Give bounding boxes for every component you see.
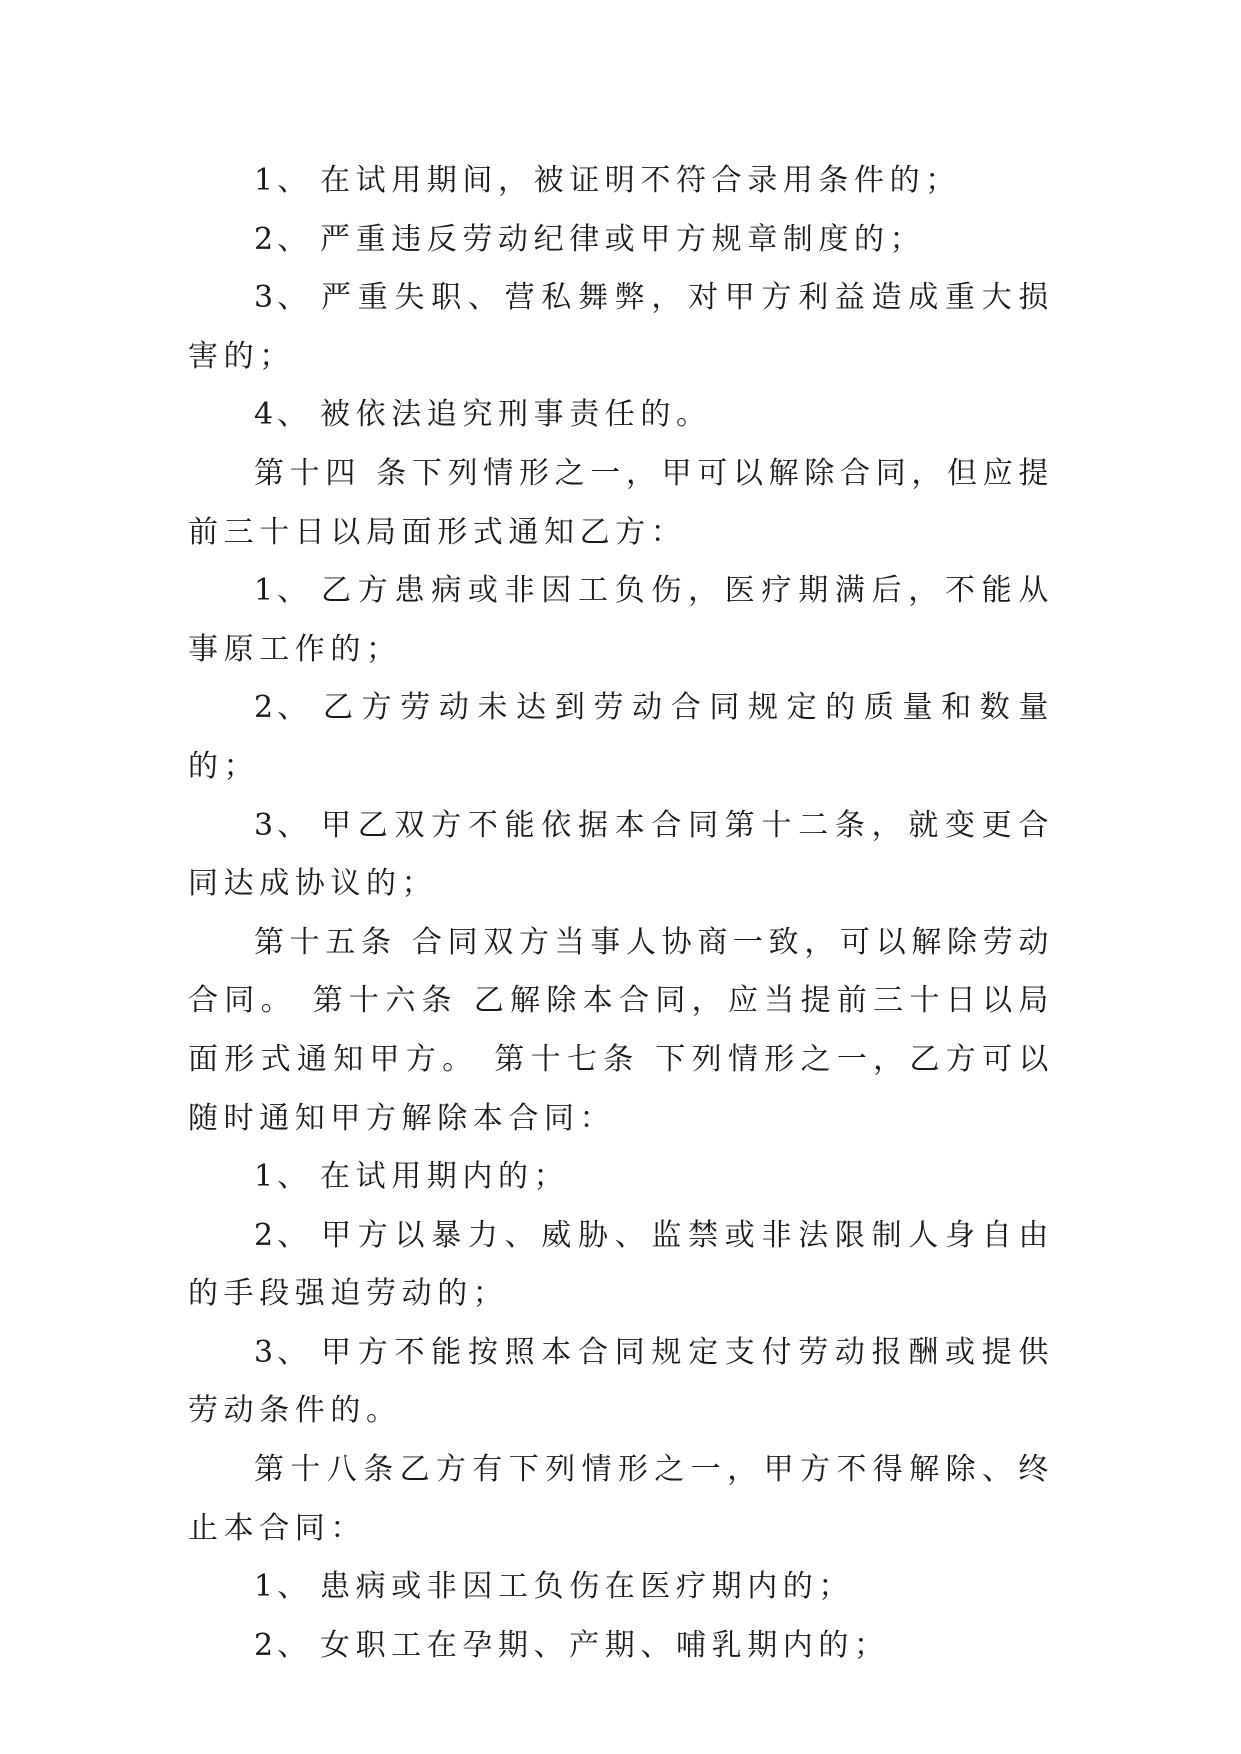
item-number: 1、 [254, 573, 312, 609]
clause-item [188, 1324, 1054, 1441]
item-number: 2、 [254, 1627, 312, 1663]
item-number: 2、 [254, 1217, 312, 1253]
clause-item [188, 152, 1054, 211]
item-text: 甲方不能按照本合同规定支付劳动报酬或提供劳动条件的。 [188, 1334, 1054, 1429]
item-number: 3、 [254, 807, 312, 843]
article-paragraph: 第十五条 合同双方当事人协商一致，可以解除劳动合同。 第十六条 乙解除本合同，应当提前三十日以局面形式通知甲方。 第十七条 下列情形之一，乙方可以随时通知甲方解除本合同： [188, 924, 1054, 1136]
clause-item [188, 269, 1054, 386]
item-number: 3、 [254, 280, 312, 316]
item-number: 2、 [254, 221, 312, 257]
clause-item [188, 1207, 1054, 1324]
item-text: 严重违反劳动纪律或甲方规章制度的； [320, 221, 926, 257]
item-text: 女职工在孕期、产期、哺乳期内的； [320, 1627, 890, 1663]
item-text: 在试用期间，被证明不符合录用条件的； [320, 163, 961, 198]
item-text: 乙方患病或非因工负伤，医疗期满后，不能从事原工作的； [188, 573, 1054, 667]
article-paragraph: 第十四 条下列情形之一，甲可以解除合同，但应提前三十日以局面形式通知乙方： [188, 455, 1054, 550]
item-number: 2、 [254, 690, 312, 726]
item-text: 甲方以暴力、威胁、监禁或非法限制人身自由的手段强迫劳动的； [188, 1217, 1054, 1312]
clause-item [188, 386, 1054, 445]
item-number: 3、 [254, 1334, 312, 1370]
item-text: 乙方劳动未达到劳动合同规定的质量和数量的； [188, 690, 1054, 784]
clause-item [188, 1558, 1054, 1617]
item-text: 严重失职、营私舞弊，对甲方利益造成重大损害的； [188, 280, 1054, 374]
item-number: 4、 [254, 397, 312, 433]
clause-item [188, 562, 1054, 679]
item-number: 1、 [254, 1569, 312, 1605]
item-number: 1、 [254, 1159, 312, 1195]
item-number: 1、 [254, 163, 312, 198]
clause-item [188, 1148, 1054, 1207]
clause-item [188, 679, 1054, 796]
clause-item [188, 211, 1054, 270]
item-text: 甲乙双方不能依据本合同第十二条，就变更合同达成协议的； [188, 807, 1054, 902]
item-text: 患病或非因工负伤在医疗期内的； [320, 1569, 854, 1605]
clause-item [188, 797, 1054, 914]
document-body [188, 152, 1054, 1675]
item-text: 被依法追究刑事责任的。 [320, 397, 712, 433]
item-text: 在试用期内的； [320, 1159, 570, 1195]
clause-item [188, 1617, 1054, 1676]
article-paragraph: 第十八条乙方有下列情形之一，甲方不得解除、终止本合同： [188, 1452, 1054, 1546]
